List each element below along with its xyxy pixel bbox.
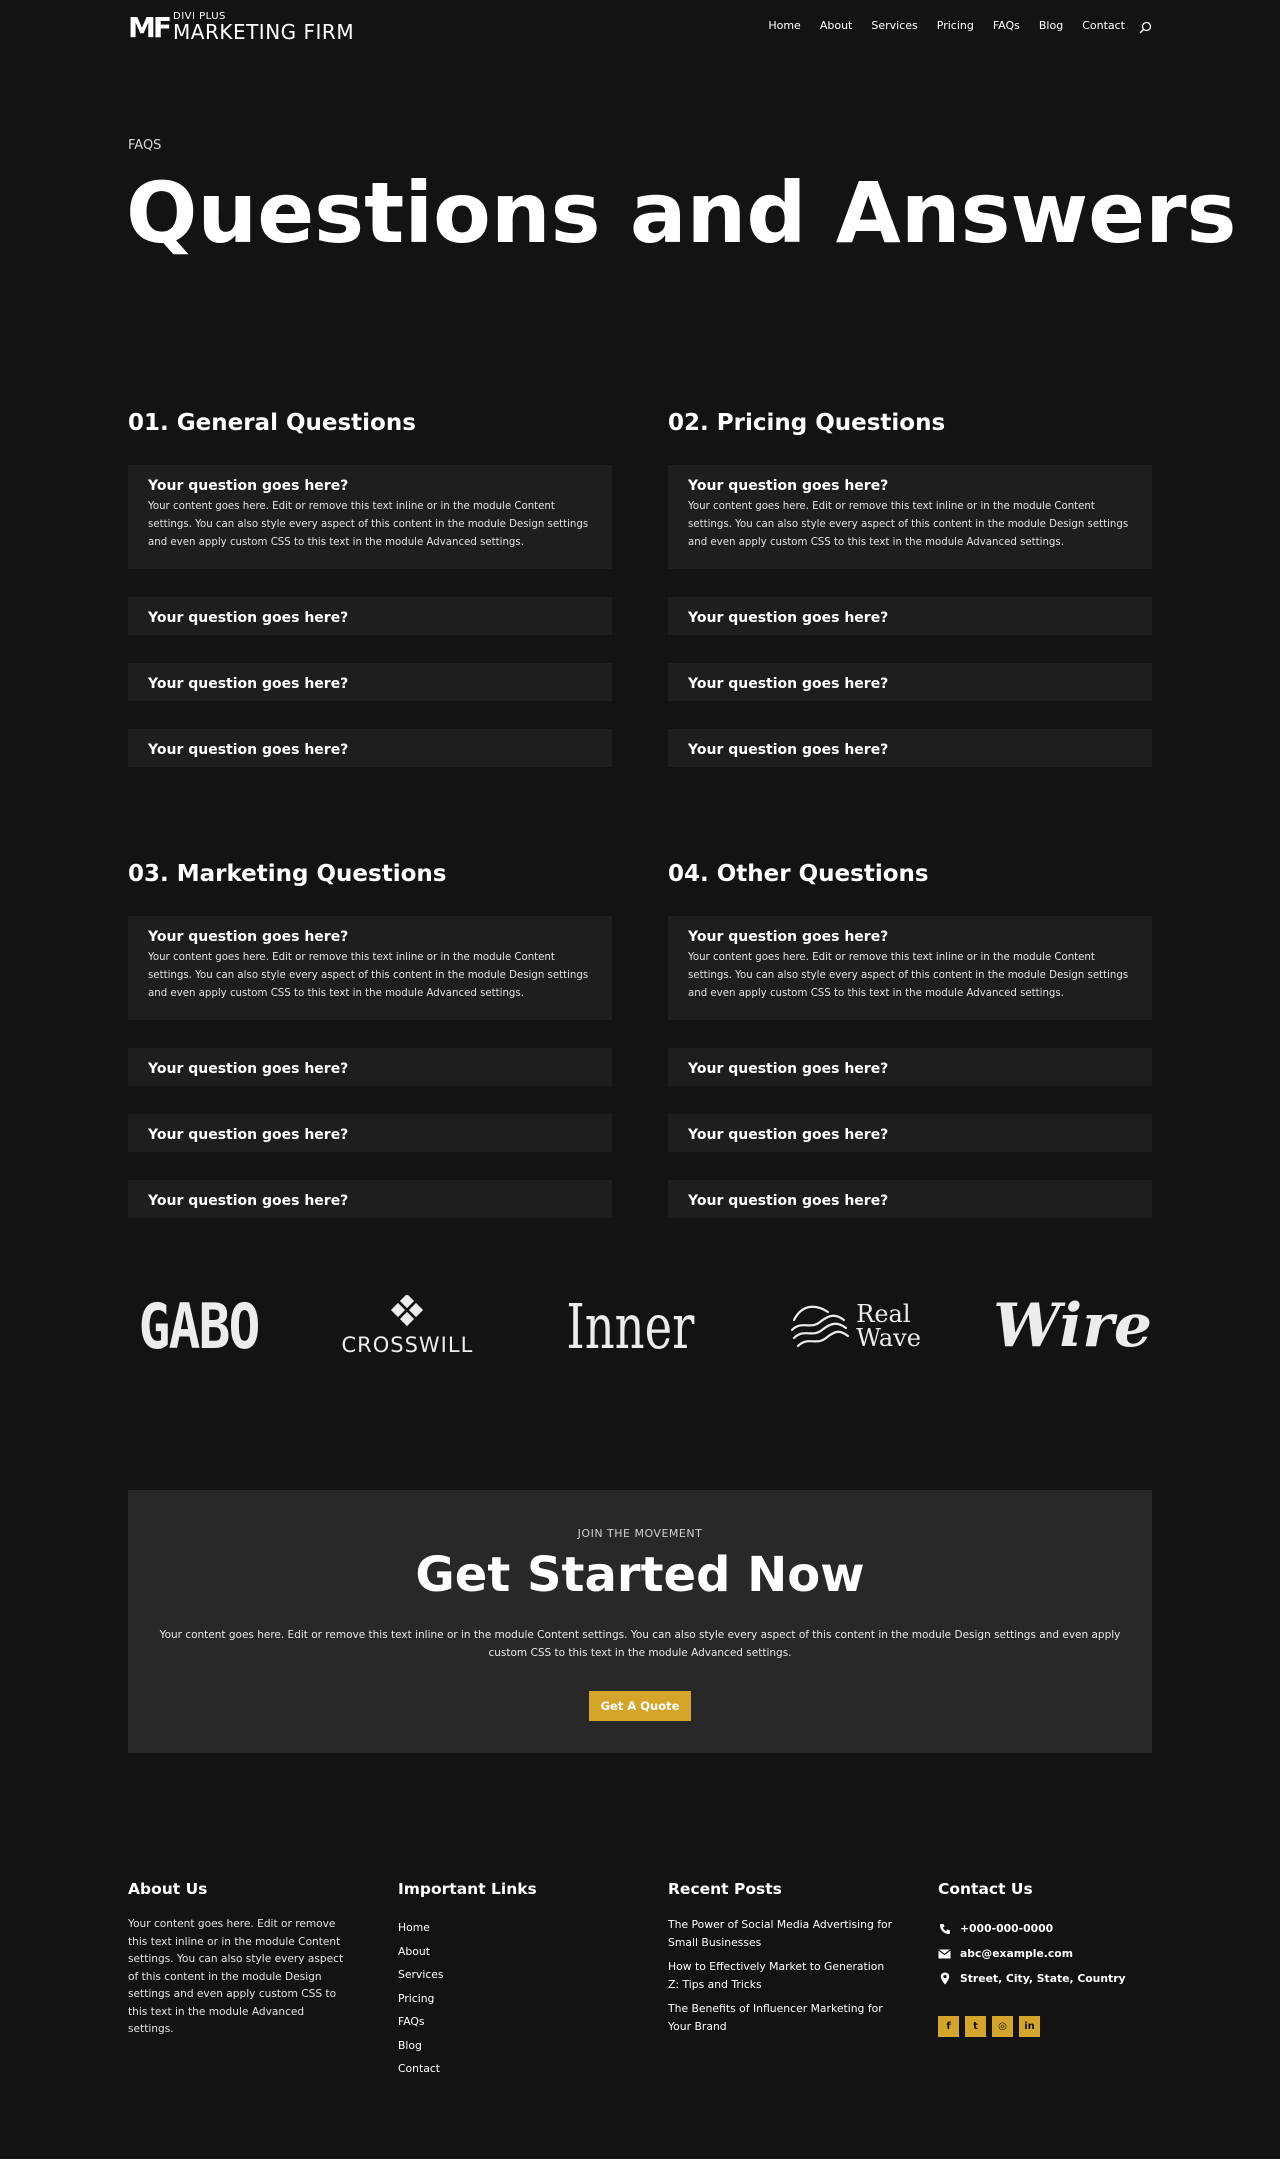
faq-answer: Your content goes here. Edit or remove this text inline or in the module Content settings. You can also style every aspect of this content in the module Design settings and even apply custom CSS to this text in the module Advanced settings.: [688, 501, 1129, 548]
contact-address-text: Street, City, State, Country: [960, 1972, 1126, 1985]
faq-item[interactable]: [128, 465, 612, 569]
nav-about[interactable]: About: [819, 19, 853, 32]
footer-links-title: Important Links: [398, 1880, 537, 1898]
site-header: [0, 0, 1280, 56]
cta-eyebrow: JOIN THE MOVEMENT: [577, 1527, 703, 1540]
footer-link-services[interactable]: Services: [398, 1968, 444, 1981]
facebook-icon[interactable]: f: [938, 2016, 959, 2037]
hero-eyebrow: FAQS: [128, 138, 162, 153]
logo-mark: MF: [128, 11, 169, 44]
site-logo[interactable]: [128, 10, 354, 42]
cta-section: [128, 1490, 1152, 1753]
faq-item[interactable]: [668, 729, 1152, 767]
footer-link-home[interactable]: Home: [398, 1921, 430, 1934]
faq-item[interactable]: [128, 1048, 612, 1086]
footer-link-faqs[interactable]: FAQs: [398, 2015, 425, 2028]
instagram-icon[interactable]: ◎: [992, 2016, 1013, 2037]
faq-question: Your question goes here?: [148, 1193, 349, 1209]
faq-question: Your question goes here?: [148, 478, 349, 494]
contact-email: [938, 1941, 1126, 1966]
footer-link-contact[interactable]: Contact: [398, 2062, 441, 2075]
logo-crosswill: [341, 1295, 473, 1357]
page-title: Questions and Answers: [126, 164, 1237, 262]
faq-section-other: [668, 860, 1152, 1246]
faq-question: Your question goes here?: [688, 478, 889, 494]
faq-section-title: 03. Marketing Questions: [128, 861, 447, 887]
footer-about-title: About Us: [128, 1880, 208, 1898]
faq-question: Your question goes here?: [148, 676, 349, 692]
faq-item[interactable]: [668, 1114, 1152, 1152]
logo-realwave-line-1: Real: [856, 1300, 911, 1328]
logo-big-text: MARKETING FIRM: [173, 20, 355, 44]
logo-small-text: DIVI PLUS: [173, 11, 226, 22]
faq-question: Your question goes here?: [148, 929, 349, 945]
logo-realwave-text: [856, 1302, 921, 1350]
faq-item[interactable]: [128, 1114, 612, 1152]
footer-recent-title: Recent Posts: [668, 1880, 782, 1898]
faq-question: Your question goes here?: [688, 1061, 889, 1077]
faq-item[interactable]: [128, 1180, 612, 1218]
client-logos: [128, 1290, 1152, 1362]
linkedin-icon[interactable]: in: [1019, 2016, 1040, 2037]
footer-link-about[interactable]: About: [398, 1944, 430, 1958]
faq-question: Your question goes here?: [688, 1127, 889, 1143]
faq-question: Your question goes here?: [688, 742, 889, 758]
logo-realwave: [788, 1300, 921, 1352]
faq-section-marketing: [128, 860, 612, 1246]
faq-question: Your question goes here?: [688, 610, 889, 626]
nav-pricing[interactable]: Pricing: [936, 19, 974, 32]
faq-section-title: 01. General Questions: [128, 410, 416, 436]
footer-recent-posts: [668, 1880, 893, 2042]
phone-icon: [938, 1922, 951, 1935]
get-quote-button[interactable]: Get A Quote: [589, 1691, 691, 1721]
contact-address: [938, 1966, 1126, 1991]
faq-question: Your question goes here?: [688, 676, 889, 692]
faq-section-general: [128, 409, 612, 795]
map-pin-icon: [938, 1972, 951, 1985]
contact-phone-text: +000-000-0000: [960, 1922, 1054, 1935]
logo-wire: Wire: [993, 1291, 1152, 1361]
faq-item[interactable]: [128, 729, 612, 767]
faq-item[interactable]: [668, 663, 1152, 701]
faq-question: Your question goes here?: [148, 1061, 349, 1077]
footer-contact-title: Contact Us: [938, 1880, 1033, 1898]
logo-crosswill-text: CROSSWILL: [341, 1333, 474, 1357]
faq-question: Your question goes here?: [148, 742, 349, 758]
logo-inner: Inner: [566, 1289, 695, 1363]
cta-text: Your content goes here. Edit or remove this text inline or in the module Content settings. You can also style every aspect of this content in the module Design settings and even apply custom CSS to this text in the module Advanced settings.: [159, 1629, 1121, 1659]
footer-link-blog[interactable]: Blog: [398, 2038, 422, 2052]
main-nav: [749, 19, 1152, 32]
faq-item[interactable]: [668, 1048, 1152, 1086]
diamond-cluster-icon: [390, 1295, 424, 1329]
social-links: [938, 2016, 1126, 2037]
faq-section-pricing: [668, 409, 1152, 795]
faq-question: Your question goes here?: [148, 1127, 349, 1143]
faq-item[interactable]: [128, 597, 612, 635]
faq-item[interactable]: [668, 597, 1152, 635]
nav-home[interactable]: Home: [768, 19, 801, 32]
faq-item[interactable]: [668, 1180, 1152, 1218]
footer-about-text: Your content goes here. Edit or remove this text inline or in the module Content settings. You can also style every aspect of this content in the module Design settings and even apply custom CSS to this text in the module Advanced settings.: [128, 1918, 344, 2035]
nav-blog[interactable]: Blog: [1038, 19, 1064, 32]
nav-faqs[interactable]: FAQs: [992, 19, 1020, 32]
wave-lines-icon: [788, 1300, 850, 1352]
envelope-icon: [938, 1947, 951, 1960]
logo-gabo: GABO: [138, 1289, 259, 1363]
logo-realwave-line-2: Wave: [856, 1324, 921, 1352]
faq-item[interactable]: [668, 916, 1152, 1020]
recent-post-link[interactable]: The Benefits of Influencer Marketing for Your Brand: [668, 2002, 883, 2033]
faq-item[interactable]: [128, 916, 612, 1020]
footer-about: [128, 1880, 350, 2039]
faq-question: Your question goes here?: [688, 1193, 889, 1209]
twitter-icon[interactable]: t: [965, 2016, 986, 2037]
faq-answer: Your content goes here. Edit or remove this text inline or in the module Content settings. You can also style every aspect of this content in the module Design settings and even apply custom CSS to this text in the module Advanced settings.: [688, 952, 1129, 999]
faq-item[interactable]: [128, 663, 612, 701]
faq-section-title: 02. Pricing Questions: [668, 410, 946, 436]
recent-post-link[interactable]: How to Effectively Market to Generation Z: Tips and Tricks: [668, 1960, 885, 1991]
contact-phone: [938, 1916, 1126, 1941]
search-icon[interactable]: [1139, 19, 1152, 32]
recent-post-link[interactable]: The Power of Social Media Advertising for Small Businesses: [668, 1918, 893, 1949]
faq-question: Your question goes here?: [688, 929, 889, 945]
faq-item[interactable]: [668, 465, 1152, 569]
faq-section-title: 04. Other Questions: [668, 861, 929, 887]
contact-email-text: abc@example.com: [960, 1947, 1073, 1960]
faq-answer: Your content goes here. Edit or remove this text inline or in the module Content settings. You can also style every aspect of this content in the module Design settings and even apply custom CSS to this text in the module Advanced settings.: [148, 952, 589, 999]
faq-question: Your question goes here?: [148, 610, 349, 626]
logo-wordmark: [173, 12, 354, 42]
faq-answer: Your content goes here. Edit or remove this text inline or in the module Content settings. You can also style every aspect of this content in the module Design settings and even apply custom CSS to this text in the module Advanced settings.: [148, 501, 589, 548]
footer-links: [398, 1880, 537, 2081]
nav-contact[interactable]: Contact: [1082, 19, 1125, 32]
cta-title: Get Started Now: [415, 1547, 865, 1603]
footer-contact: [938, 1880, 1126, 2037]
footer-link-pricing[interactable]: Pricing: [398, 1991, 435, 2005]
nav-services[interactable]: Services: [871, 19, 918, 32]
